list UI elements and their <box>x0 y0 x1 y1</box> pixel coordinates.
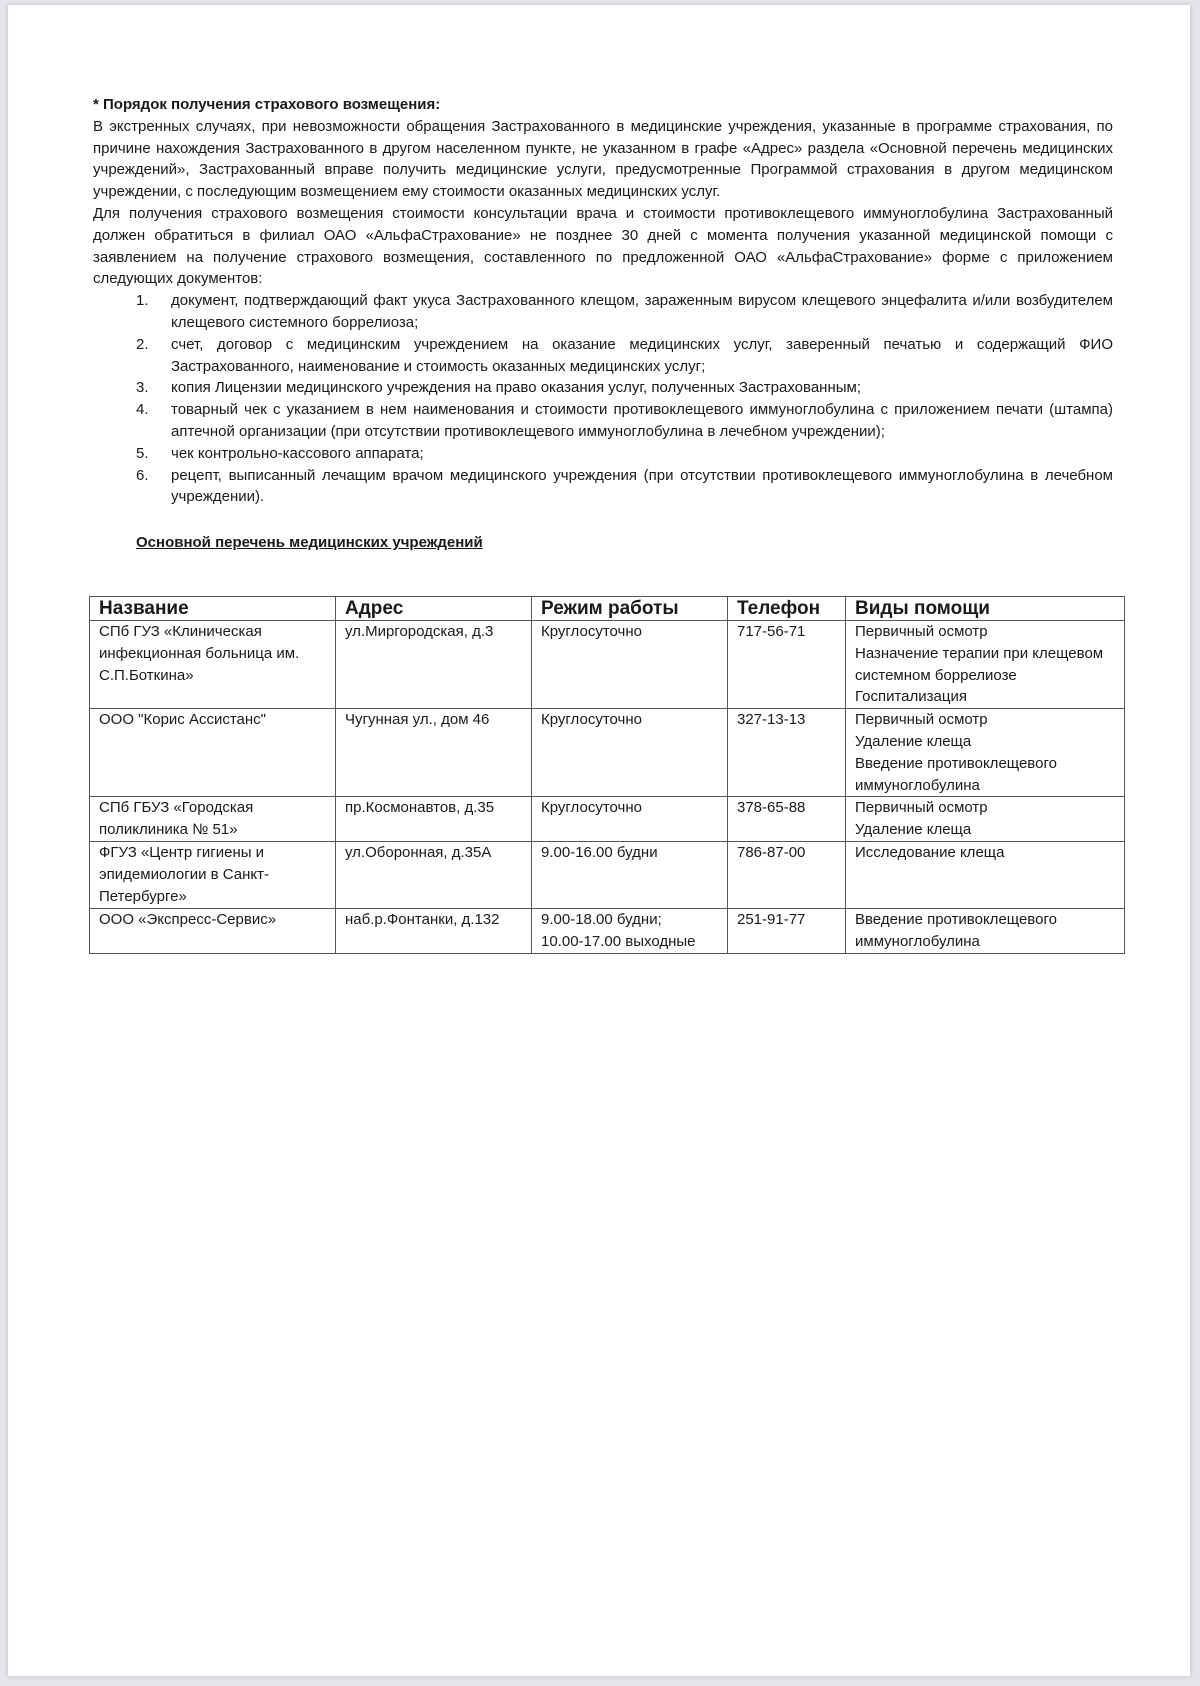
cell-address: ул.Миргородская, д.3 <box>336 621 532 709</box>
cell-address: Чугунная ул., дом 46 <box>336 709 532 797</box>
list-text: товарный чек с указанием в нем наименования и стоимости противоклещевого иммуноглобулина с приложением печати (штампа) аптечной организации (при отсутствии противоклещевого иммуноглобулина в лечебном учреждении); <box>171 401 1113 440</box>
cell-hours <box>532 709 728 797</box>
service-item: Первичный осмотр <box>855 623 988 640</box>
table-row <box>90 908 1125 953</box>
hours-line: 10.00-17.00 выходные <box>541 932 696 950</box>
list-item <box>93 443 1113 465</box>
list-number: 6. <box>136 466 149 484</box>
service-item: Назначение терапии при клещевом системном боррелиозе <box>855 644 1104 684</box>
service-item: Исследование клеща <box>855 844 1005 862</box>
service-item: Госпитализация <box>855 688 967 706</box>
hours-line: Круглосуточно <box>541 623 642 640</box>
table-row <box>90 709 1125 797</box>
list-text: копия Лицензии медицинского учреждения на право оказания услуг, полученных Застрахованным; <box>171 379 861 397</box>
list-text: счет, договор с медицинским учреждением на оказание медицинских услуг, заверенный печатью и содержащий ФИО Застрахованного, наименование и стоимость оказанных медицинских услуг; <box>171 335 1113 375</box>
hours-line: Круглосуточно <box>541 799 642 817</box>
hours-line: Круглосуточно <box>541 711 642 729</box>
list-item <box>93 465 1113 509</box>
cell-services <box>846 621 1125 709</box>
cell-services <box>846 797 1125 842</box>
service-item: Первичный осмотр <box>855 711 988 729</box>
service-item: Введение противоклещевого иммуноглобулина <box>855 910 1057 950</box>
cell-phone: 786-87-00 <box>728 842 846 908</box>
header-phone: Телефон <box>728 597 846 621</box>
paragraph-reimbursement: Для получения страхового возмещения стоимости консультации врача и стоимости противоклещевого иммуноглобулина Застрахованный должен обратиться в филиал ОАО «АльфаСтрахование» не позднее 30 дней с момента получения указанной медицинской помощи с заявлением на получение страхового возмещения, составленного по предложенной ОАО «АльфаСтрахование» форме с приложением следующих документов: <box>93 204 1113 288</box>
table-title: Основной перечень медицинских учреждений <box>136 534 483 552</box>
required-documents-list <box>93 290 1113 508</box>
list-number: 3. <box>136 379 149 397</box>
cell-name: ООО «Экспресс-Сервис» <box>90 908 336 953</box>
table-header-row <box>90 597 1125 621</box>
header-hours: Режим работы <box>532 597 728 621</box>
cell-hours <box>532 842 728 908</box>
paragraph-emergency: В экстренных случаях, при невозможности обращения Застрахованного в медицинские учреждения, указанные в программе страхования, по причине нахождения Застрахованного в другом населенном пункте, не указанном в графе «Адрес» раздела «Основной перечень медицинских учреждений», Застрахованный вправе получить медицинские услуги, предусмотренные Программой страхования в другом медицинском учреждении, с последующим возмещением ему стоимости оказанных медицинских услуг. <box>93 117 1113 201</box>
cell-phone: 378-65-88 <box>728 797 846 842</box>
list-text: чек контрольно-кассового аппарата; <box>171 444 424 462</box>
list-text: документ, подтверждающий факт укуса Застрахованного клещом, зараженным вирусом клещевого энцефалита и/или возбудителем клещевого системного боррелиоза; <box>171 292 1113 331</box>
cell-address: ул.Оборонная, д.35А <box>336 842 532 908</box>
cell-services <box>846 842 1125 908</box>
list-number: 1. <box>136 292 149 310</box>
service-item: Введение противоклещевого иммуноглобулина <box>855 754 1057 794</box>
cell-phone: 717-56-71 <box>728 621 846 709</box>
document-content <box>93 94 1113 950</box>
hours-line: 9.00-18.00 будни; <box>541 910 662 928</box>
cell-name: ООО "Корис Ассистанс" <box>90 709 336 797</box>
cell-services <box>846 908 1125 953</box>
list-item <box>93 377 1113 399</box>
cell-name: СПб ГУЗ «Клиническая инфекционная больница им. С.П.Боткина» <box>90 621 336 709</box>
cell-address: пр.Космонавтов, д.35 <box>336 797 532 842</box>
table-row <box>90 797 1125 842</box>
cell-name: ФГУЗ «Центр гигиены и эпидемиологии в Санкт-Петербурге» <box>90 842 336 908</box>
cell-phone: 251-91-77 <box>728 908 846 953</box>
header-services: Виды помощи <box>846 597 1125 621</box>
medical-institutions-table <box>89 596 1125 954</box>
hours-line: 9.00-16.00 будни <box>541 844 658 862</box>
list-item <box>93 399 1113 443</box>
list-text: рецепт, выписанный лечащим врачом медицинского учреждения (при отсутствии противоклещевого иммуноглобулина в лечебном учреждении). <box>171 466 1113 506</box>
table-row <box>90 842 1125 908</box>
document-page <box>8 5 1190 1676</box>
cell-hours <box>532 621 728 709</box>
cell-hours <box>532 908 728 953</box>
service-item: Удаление клеща <box>855 821 972 839</box>
list-number: 2. <box>136 335 149 353</box>
cell-hours <box>532 797 728 842</box>
service-item: Первичный осмотр <box>855 799 988 817</box>
header-address: Адрес <box>336 597 532 621</box>
header-name: Название <box>90 597 336 621</box>
cell-phone: 327-13-13 <box>728 709 846 797</box>
service-item: Удаление клеща <box>855 732 972 750</box>
list-number: 5. <box>136 444 149 462</box>
list-item <box>93 290 1113 334</box>
cell-name: СПб ГБУЗ «Городская поликлиника № 51» <box>90 797 336 842</box>
list-item <box>93 334 1113 378</box>
list-number: 4. <box>136 401 149 419</box>
section-heading: * Порядок получения страхового возмещения: <box>93 96 441 113</box>
cell-services <box>846 709 1125 797</box>
table-row <box>90 621 1125 709</box>
cell-address: наб.р.Фонтанки, д.132 <box>336 908 532 953</box>
